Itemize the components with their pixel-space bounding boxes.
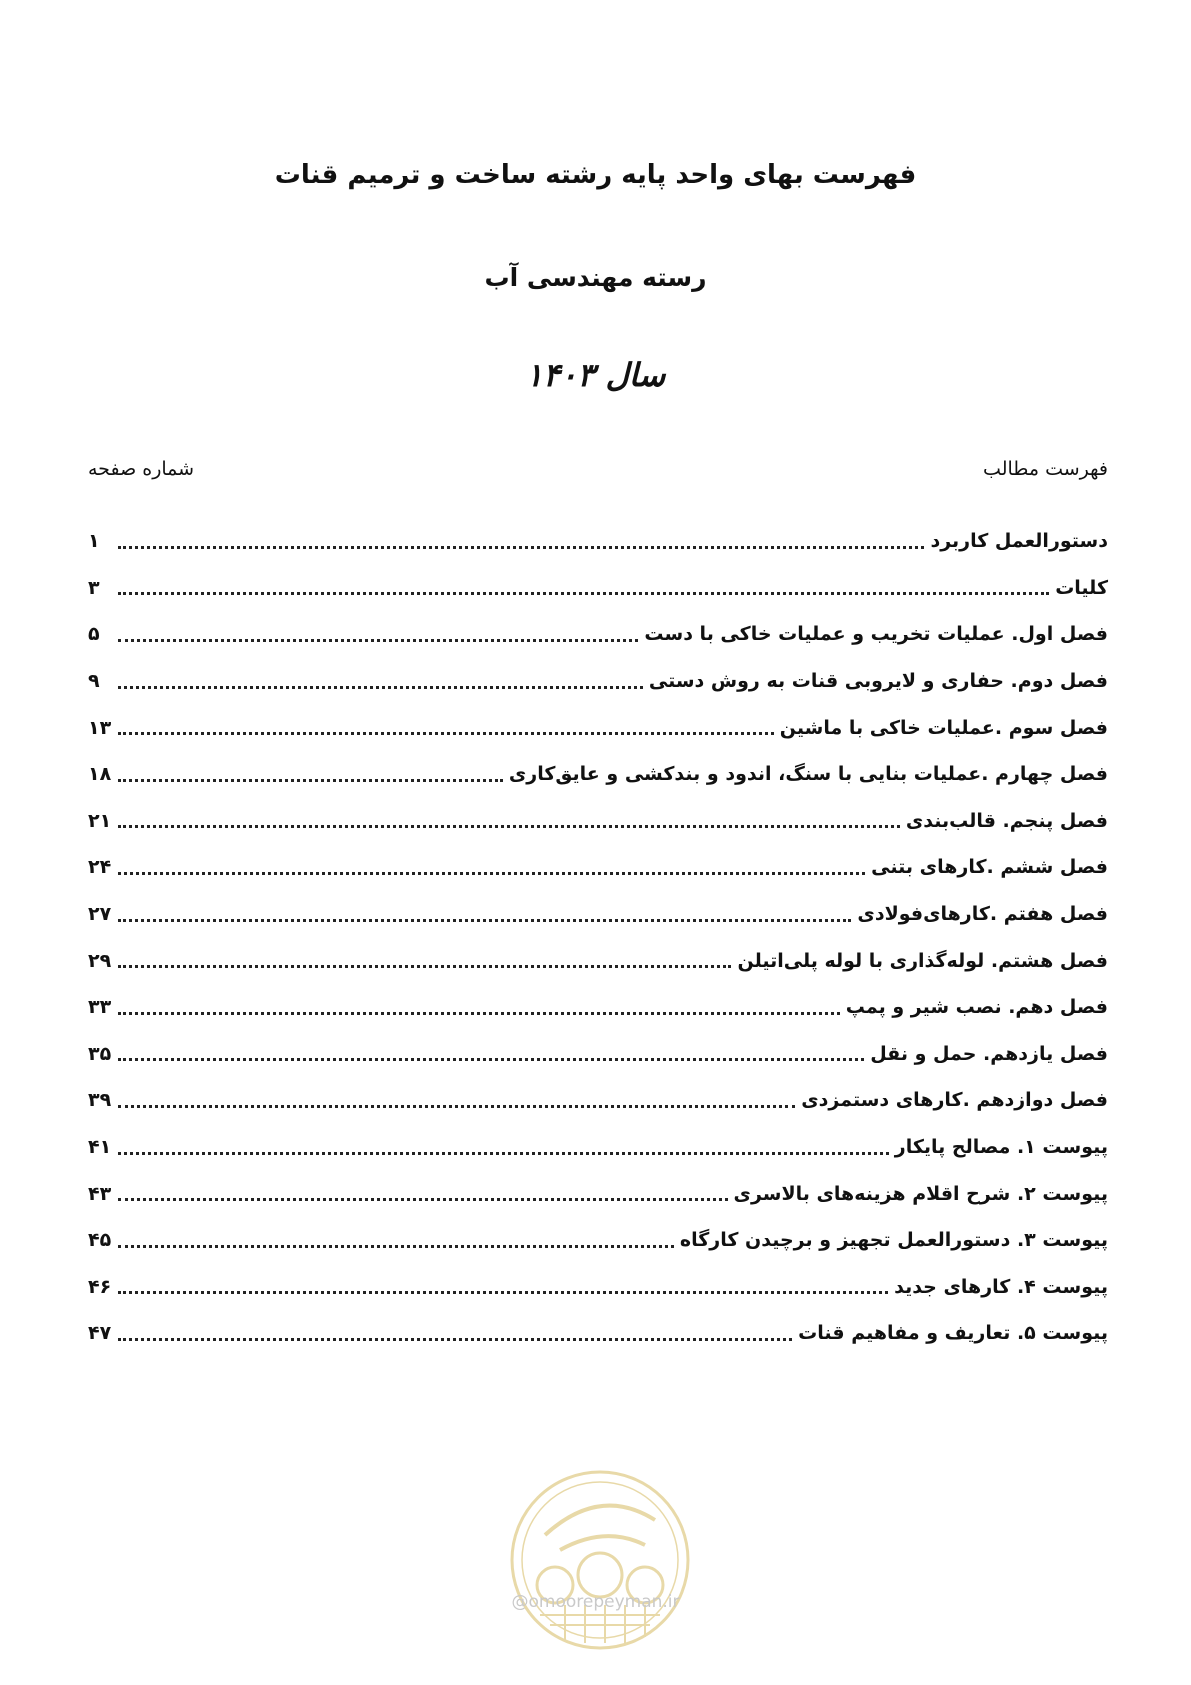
- dot-leader: [118, 1012, 840, 1015]
- toc-page-number: ۱۳: [88, 716, 112, 739]
- toc-page-number: ۴۱: [88, 1136, 112, 1159]
- dot-leader: [118, 686, 643, 689]
- dot-leader: [118, 1338, 792, 1341]
- page-subtitle: رسته مهندسی آب: [484, 263, 707, 292]
- toc-row: [88, 1031, 1108, 1078]
- watermark-seal-icon: [505, 1465, 695, 1655]
- dot-leader: [118, 546, 924, 549]
- toc-entry-label: فصل پنجم. قالب‌بندی: [905, 809, 1108, 832]
- toc-row: [88, 658, 1108, 705]
- toc-entry-label: فصل ششم .کارهای بتنی: [871, 856, 1108, 879]
- dot-leader: [118, 779, 503, 782]
- dot-leader: [118, 825, 900, 828]
- toc-row: [88, 1264, 1108, 1311]
- dot-leader: [118, 919, 851, 922]
- toc-row: [88, 1077, 1108, 1124]
- page-title: فهرست بهای واحد پایه رشته ساخت و ترمیم قنات: [274, 160, 917, 190]
- dot-leader: [118, 639, 638, 642]
- toc-entry-label: پیوست ۳. دستورالعمل تجهیز و برچیدن کارگاه: [679, 1229, 1108, 1252]
- toc-row: [88, 518, 1108, 565]
- dot-leader: [118, 1152, 889, 1155]
- toc-row: [88, 891, 1108, 938]
- toc-row: [88, 937, 1108, 984]
- toc-page-number: ۱: [88, 530, 100, 553]
- toc-page-number: ۳۹: [88, 1089, 112, 1112]
- toc-entry-label: فصل هشتم. لوله‌گذاری با لوله پلی‌اتیلن: [737, 949, 1108, 972]
- toc-entry-label: فصل چهارم .عملیات بنایی با سنگ، اندود و بندکشی و عایق‌کاری: [508, 763, 1108, 786]
- toc-entry-label: دستورالعمل کاربرد: [930, 530, 1108, 553]
- toc-page-number: ۹: [88, 670, 100, 693]
- toc-entry-label: پیوست ۲. شرح اقلام هزینه‌های بالاسری: [733, 1182, 1108, 1205]
- toc-row: [88, 1124, 1108, 1171]
- toc-heading: فهرست مطالب: [983, 458, 1108, 480]
- toc-page-number: ۵: [88, 623, 100, 646]
- page-number-heading: شماره صفحه: [88, 458, 195, 480]
- dot-leader: [118, 965, 731, 968]
- toc-row: [88, 1217, 1108, 1264]
- year-label: سال ۱۴۰۳: [525, 356, 666, 394]
- toc-page-number: ۴۶: [88, 1275, 112, 1298]
- toc-row: [88, 844, 1108, 891]
- dot-leader: [118, 872, 865, 875]
- table-of-contents: [88, 518, 1108, 1357]
- toc-entry-label: فصل یازدهم. حمل و نقل: [870, 1042, 1108, 1065]
- dot-leader: [118, 1198, 728, 1201]
- toc-entry-label: پیوست ۴. کارهای جدید: [894, 1275, 1108, 1298]
- toc-row: [88, 611, 1108, 658]
- toc-entry-label: فصل دوازدهم .کارهای دستمزدی: [801, 1089, 1108, 1112]
- toc-page-number: ۲۹: [88, 949, 112, 972]
- dot-leader: [118, 1245, 674, 1248]
- toc-page-number: ۲۷: [88, 903, 112, 926]
- toc-row: [88, 984, 1108, 1031]
- toc-page-number: ۳۳: [88, 996, 112, 1019]
- toc-page-number: ۲۱: [88, 809, 112, 832]
- watermark-text: @omoorepeyman.ir: [511, 1592, 680, 1612]
- dot-leader: [118, 732, 774, 735]
- toc-entry-label: کلیات: [1055, 576, 1108, 599]
- toc-page-number: ۲۴: [88, 856, 112, 879]
- toc-entry-label: پیوست ۵. تعاریف و مفاهیم قنات: [798, 1322, 1108, 1345]
- toc-page-number: ۳: [88, 576, 100, 599]
- toc-row: [88, 565, 1108, 612]
- toc-row: [88, 798, 1108, 845]
- toc-entry-label: فصل دوم. حفاری و لایروبی قنات به روش دستی: [648, 670, 1108, 693]
- toc-row: [88, 751, 1108, 798]
- toc-entry-label: فصل دهم. نصب شیر و پمپ: [845, 996, 1108, 1019]
- toc-page-number: ۳۵: [88, 1042, 112, 1065]
- toc-entry-label: فصل هفتم .کارهای‌فولادی: [857, 903, 1108, 926]
- dot-leader: [118, 1291, 888, 1294]
- toc-entry-label: فصل سوم .عملیات خاکی با ماشین: [779, 716, 1108, 739]
- toc-page-number: ۴۳: [88, 1182, 112, 1205]
- toc-page-number: ۴۵: [88, 1229, 112, 1252]
- toc-page-number: ۱۸: [88, 763, 112, 786]
- toc-page-number: ۴۷: [88, 1322, 112, 1345]
- toc-row: [88, 1310, 1108, 1357]
- dot-leader: [118, 1058, 864, 1061]
- toc-entry-label: پیوست ۱. مصالح پایکار: [894, 1136, 1108, 1159]
- dot-leader: [118, 592, 1049, 595]
- toc-row: [88, 1170, 1108, 1217]
- toc-entry-label: فصل اول. عملیات تخریب و عملیات خاکی با دست: [644, 623, 1108, 646]
- toc-row: [88, 704, 1108, 751]
- dot-leader: [118, 1105, 795, 1108]
